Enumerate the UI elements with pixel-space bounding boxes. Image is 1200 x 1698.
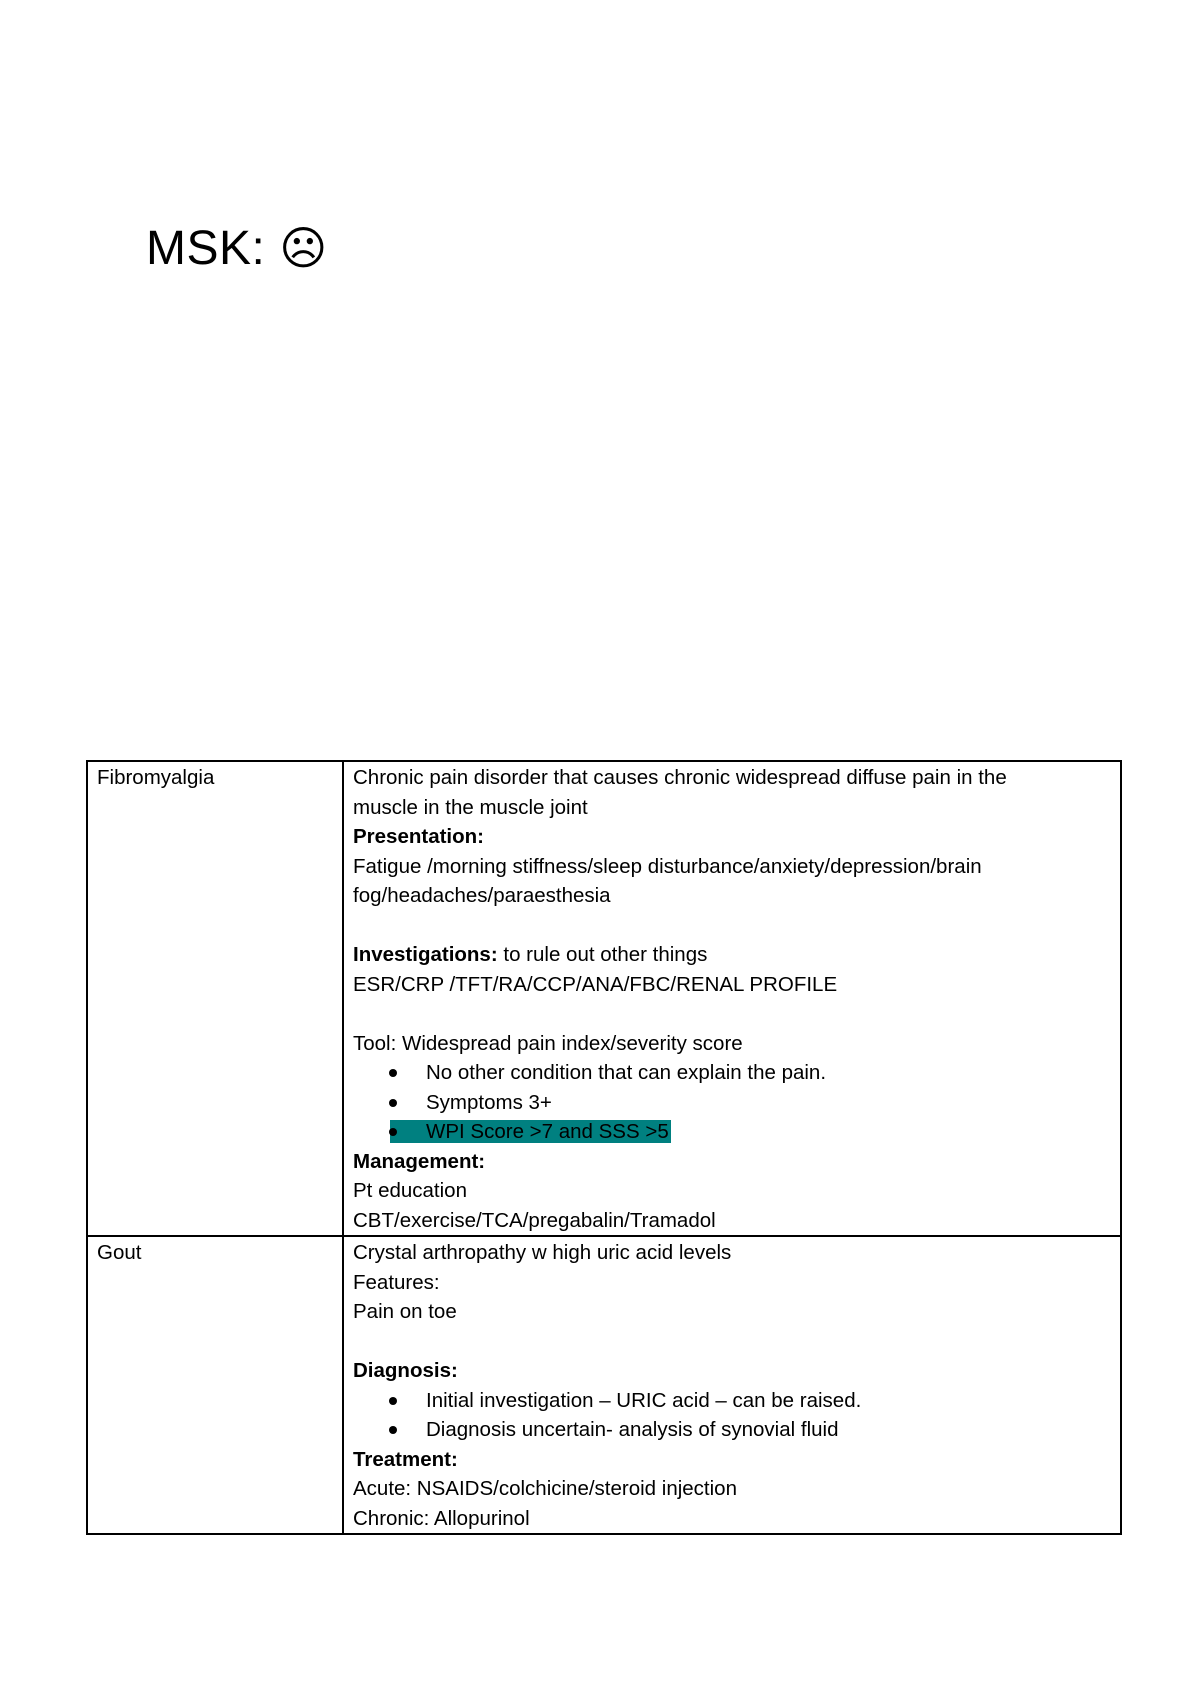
- spacer: [353, 1327, 1111, 1357]
- management-heading: Management:: [353, 1149, 486, 1173]
- tool-bullet-list: [353, 1058, 1111, 1147]
- management-line: Pt education: [353, 1179, 467, 1202]
- treatment-line: Chronic: Allopurinol: [353, 1506, 530, 1530]
- spacer: [353, 911, 1111, 941]
- bullet-text: Symptoms 3+: [426, 1090, 552, 1114]
- term-cell-fibromyalgia: [87, 761, 343, 1236]
- diagnosis-heading: Diagnosis:: [353, 1359, 458, 1382]
- sad-face-icon: ☹: [279, 221, 328, 275]
- tool-line: Tool: Widespread pain index/severity score: [353, 1031, 743, 1055]
- features-heading: Features:: [353, 1270, 440, 1294]
- table-row-gout: [87, 1236, 1121, 1534]
- intro-line: Chronic pain disorder that causes chronic widespread diffuse pain in the: [353, 766, 1007, 789]
- bullet-text: No other condition that can explain the pain.: [426, 1061, 827, 1084]
- bullet-icon: [389, 1426, 397, 1434]
- bullet-text: Diagnosis uncertain- analysis of synovial fluid: [426, 1418, 839, 1441]
- intro-line: Crystal arthropathy w high uric acid levels: [353, 1241, 732, 1264]
- highlighted-list-item: [353, 1117, 1111, 1147]
- bullet-icon: [389, 1128, 397, 1136]
- investigations-heading: Investigations:: [353, 943, 498, 966]
- term-label: Fibromyalgia: [97, 766, 215, 789]
- diagnosis-bullet-list: [353, 1386, 1111, 1445]
- features-line: Pain on toe: [353, 1300, 457, 1323]
- list-item: [353, 1415, 1111, 1445]
- bullet-text: Initial investigation – URIC acid – can be raised.: [426, 1388, 862, 1412]
- presentation-line: fog/headaches/paraesthesia: [353, 884, 611, 907]
- detail-cell-gout: [343, 1236, 1121, 1534]
- presentation-heading: Presentation:: [353, 825, 484, 848]
- list-item: [353, 1058, 1111, 1088]
- page-title-text: MSK:: [146, 222, 266, 275]
- intro-line: muscle in the muscle joint: [353, 795, 588, 819]
- term-cell-gout: [87, 1236, 343, 1534]
- investigations-tests: ESR/CRP /TFT/RA/CCP/ANA/FBC/RENAL PROFILE: [353, 972, 838, 996]
- notes-table: [86, 760, 1122, 1535]
- spacer: [353, 999, 1111, 1029]
- detail-cell-fibromyalgia: [343, 761, 1121, 1236]
- treatment-heading: Treatment:: [353, 1447, 458, 1471]
- term-label: Gout: [97, 1241, 142, 1264]
- table-row-fibromyalgia: [87, 761, 1121, 1236]
- investigations-note: to rule out other things: [497, 943, 708, 966]
- treatment-line: Acute: NSAIDS/colchicine/steroid injection: [353, 1477, 737, 1500]
- bullet-icon: [389, 1069, 397, 1077]
- bullet-icon: [389, 1397, 397, 1405]
- management-line: CBT/exercise/TCA/pregabalin/Tramadol: [353, 1208, 716, 1232]
- list-item: [353, 1088, 1111, 1118]
- investigations-line: [353, 940, 1111, 970]
- highlighted-bullet-text: WPI Score >7 and SSS >5: [390, 1120, 671, 1143]
- bullet-icon: [389, 1099, 397, 1107]
- list-item: [353, 1386, 1111, 1416]
- presentation-line: Fatigue /morning stiffness/sleep disturbance/anxiety/depression/brain: [353, 854, 982, 878]
- page-title: [146, 220, 328, 277]
